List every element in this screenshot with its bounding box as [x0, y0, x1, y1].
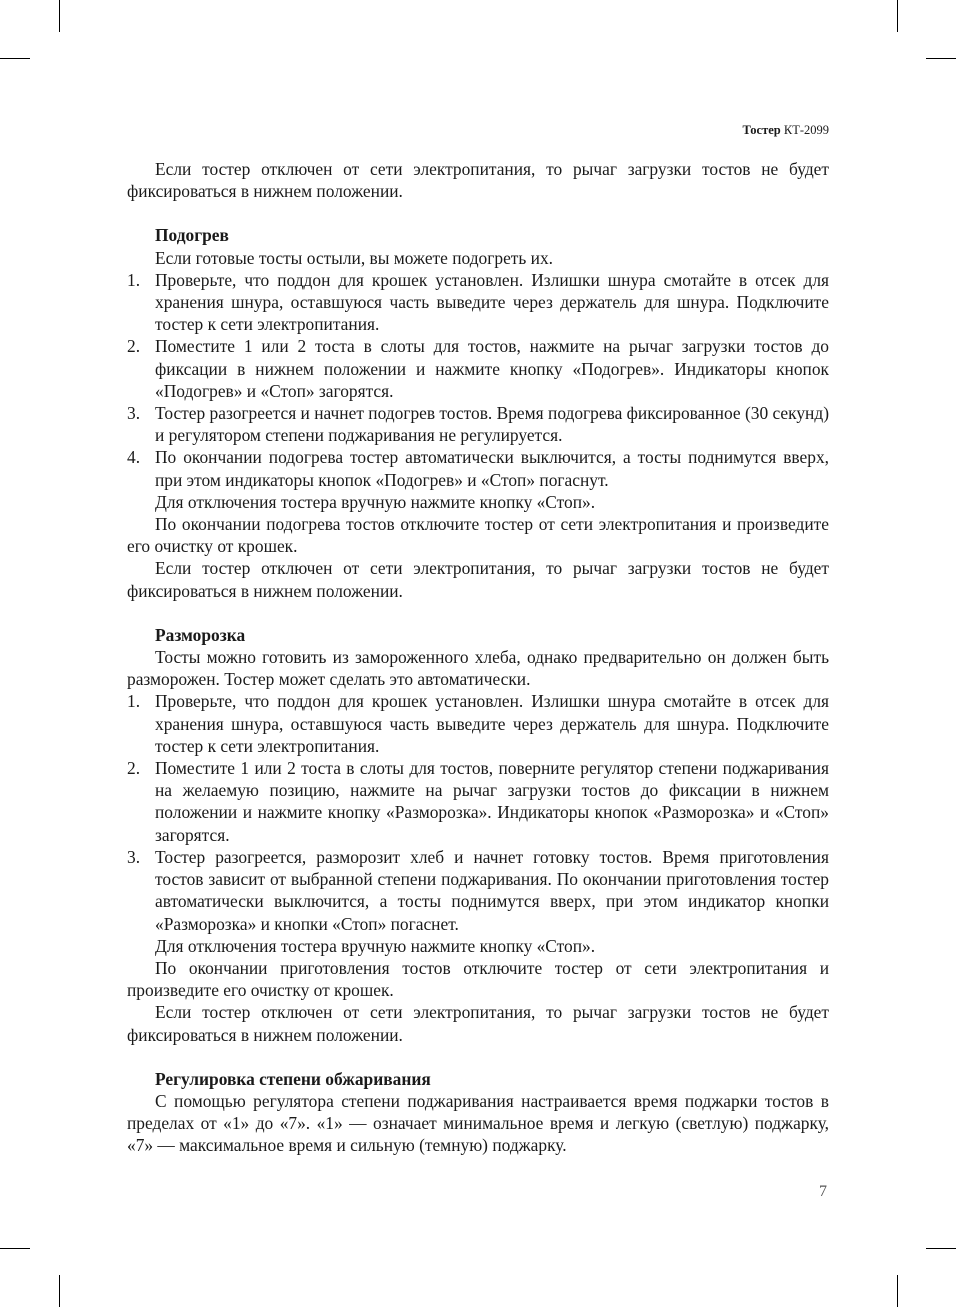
list-text: Поместите 1 или 2 тоста в слоты для тостов, нажмите на рычаг загрузки тостов до фиксации в нижнем положении и нажмите кнопку «Подогрев». Индикаторы кнопок «Подогрев» и «Стоп» загорятся.: [155, 336, 829, 401]
crop-mark: [926, 58, 956, 59]
crop-mark: [0, 58, 30, 59]
page-number: 7: [819, 1183, 827, 1200]
list-number: 2.: [127, 758, 141, 779]
list-extra: Для отключения тостера вручную нажмите кнопку «Стоп».: [155, 491, 596, 512]
section-title-defrost: Разморозка: [155, 624, 246, 645]
reheat-after: Если тостер отключен от сети электропитания, то рычаг загрузки тостов не будет фиксироваться в нижнем положении.: [127, 558, 829, 601]
defrost-steps: [127, 690, 829, 956]
list-text: По окончании подогрева тостер автоматически выключится, а тосты поднимутся вверх, при этом индикаторы кнопок «Подогрев» и «Стоп» погаснут.: [155, 447, 829, 490]
intro-paragraph: Если тостер отключен от сети электропитания, то рычаг загрузки тостов не будет фиксироваться в нижнем положении.: [127, 159, 829, 202]
list-text: Проверьте, что поддон для крошек установлен. Излишки шнура смотайте в отсек для хранения шнура, оставшуюся часть выведите через держатель для шнура. Подключите тостер к сети электропитания.: [155, 269, 829, 335]
reheat-intro: Если готовые тосты остыли, вы можете подогреть их.: [155, 247, 554, 268]
crop-mark: [59, 1275, 60, 1307]
browning-text: С помощью регулятора степени поджаривания настраивается время поджарки тостов в пределах от «1» до «7». «1» — означает минимальное время и легкую (светлую) поджарку, «7» — максимальное время и сильную (темную) поджарку.: [127, 1090, 829, 1156]
list-text: Тостер разогреется, разморозит хлеб и начнет готовку тостов. Время приготовления тостов зависит от выбранной степени поджаривания. По окончании приготовления тостер автоматически выключится, а тосты поднимутся вверх, при этом индикатор кнопки «Разморозка» и кнопки «Стоп» погаснет.: [155, 846, 829, 934]
list-extra: Для отключения тостера вручную нажмите кнопку «Стоп».: [155, 935, 596, 956]
list-item: [127, 690, 829, 757]
header-product: Тостер: [742, 123, 781, 137]
list-number: 2.: [127, 336, 141, 357]
header-model: КТ-2099: [783, 123, 829, 137]
list-item: [127, 335, 829, 402]
reheat-after: По окончании подогрева тостов отключите тостер от сети электропитания и произведите его очистку от крошек.: [127, 514, 829, 557]
list-number: 1.: [127, 691, 141, 712]
list-number: 3.: [127, 846, 141, 867]
section-title-reheat: Подогрев: [155, 225, 229, 246]
reheat-steps: [127, 269, 829, 513]
crop-mark: [0, 1248, 30, 1249]
list-number: 4.: [127, 447, 141, 468]
list-number: 3.: [127, 403, 141, 424]
page-content: [127, 158, 829, 1157]
crop-mark: [59, 0, 60, 32]
list-number: 1.: [127, 269, 141, 290]
defrost-after: Если тостер отключен от сети электропитания, то рычаг загрузки тостов не будет фиксироваться в нижнем положении.: [127, 1002, 829, 1045]
list-text: Тостер разогреется и начнет подогрев тостов. Время подогрева фиксированное (30 секунд) и регулятором степени поджаривания не регулируется.: [155, 403, 829, 446]
defrost-after: По окончании приготовления тостов отключите тостер от сети электропитания и произведите его очистку от крошек.: [127, 957, 829, 1001]
list-text: Поместите 1 или 2 тоста в слоты для тостов, поверните регулятор степени поджаривания на желаемую позицию, нажмите на рычаг загрузки тостов до фиксации в нижнем положении и нажмите кнопку «Разморозка». Индикаторы кнопок «Разморозка» и «Стоп» загорятся.: [155, 758, 829, 845]
list-text: Проверьте, что поддон для крошек установлен. Излишки шнура смотайте в отсек для хранения шнура, оставшуюся часть выведите через держатель для шнура. Подключите тостер к сети электропитания.: [155, 691, 829, 756]
list-item: [127, 846, 829, 957]
running-header: [743, 123, 829, 138]
list-item: [127, 757, 829, 846]
crop-mark: [897, 0, 898, 32]
crop-mark: [897, 1275, 898, 1307]
list-item: [127, 446, 829, 513]
crop-mark: [926, 1248, 956, 1249]
list-item: [127, 269, 829, 336]
defrost-intro: Тосты можно готовить из замороженного хлеба, однако предварительно он должен быть разморожен. Тостер может сделать это автоматически.: [127, 647, 829, 690]
list-item: [127, 402, 829, 446]
section-title-browning: Регулировка степени обжаривания: [155, 1068, 431, 1089]
